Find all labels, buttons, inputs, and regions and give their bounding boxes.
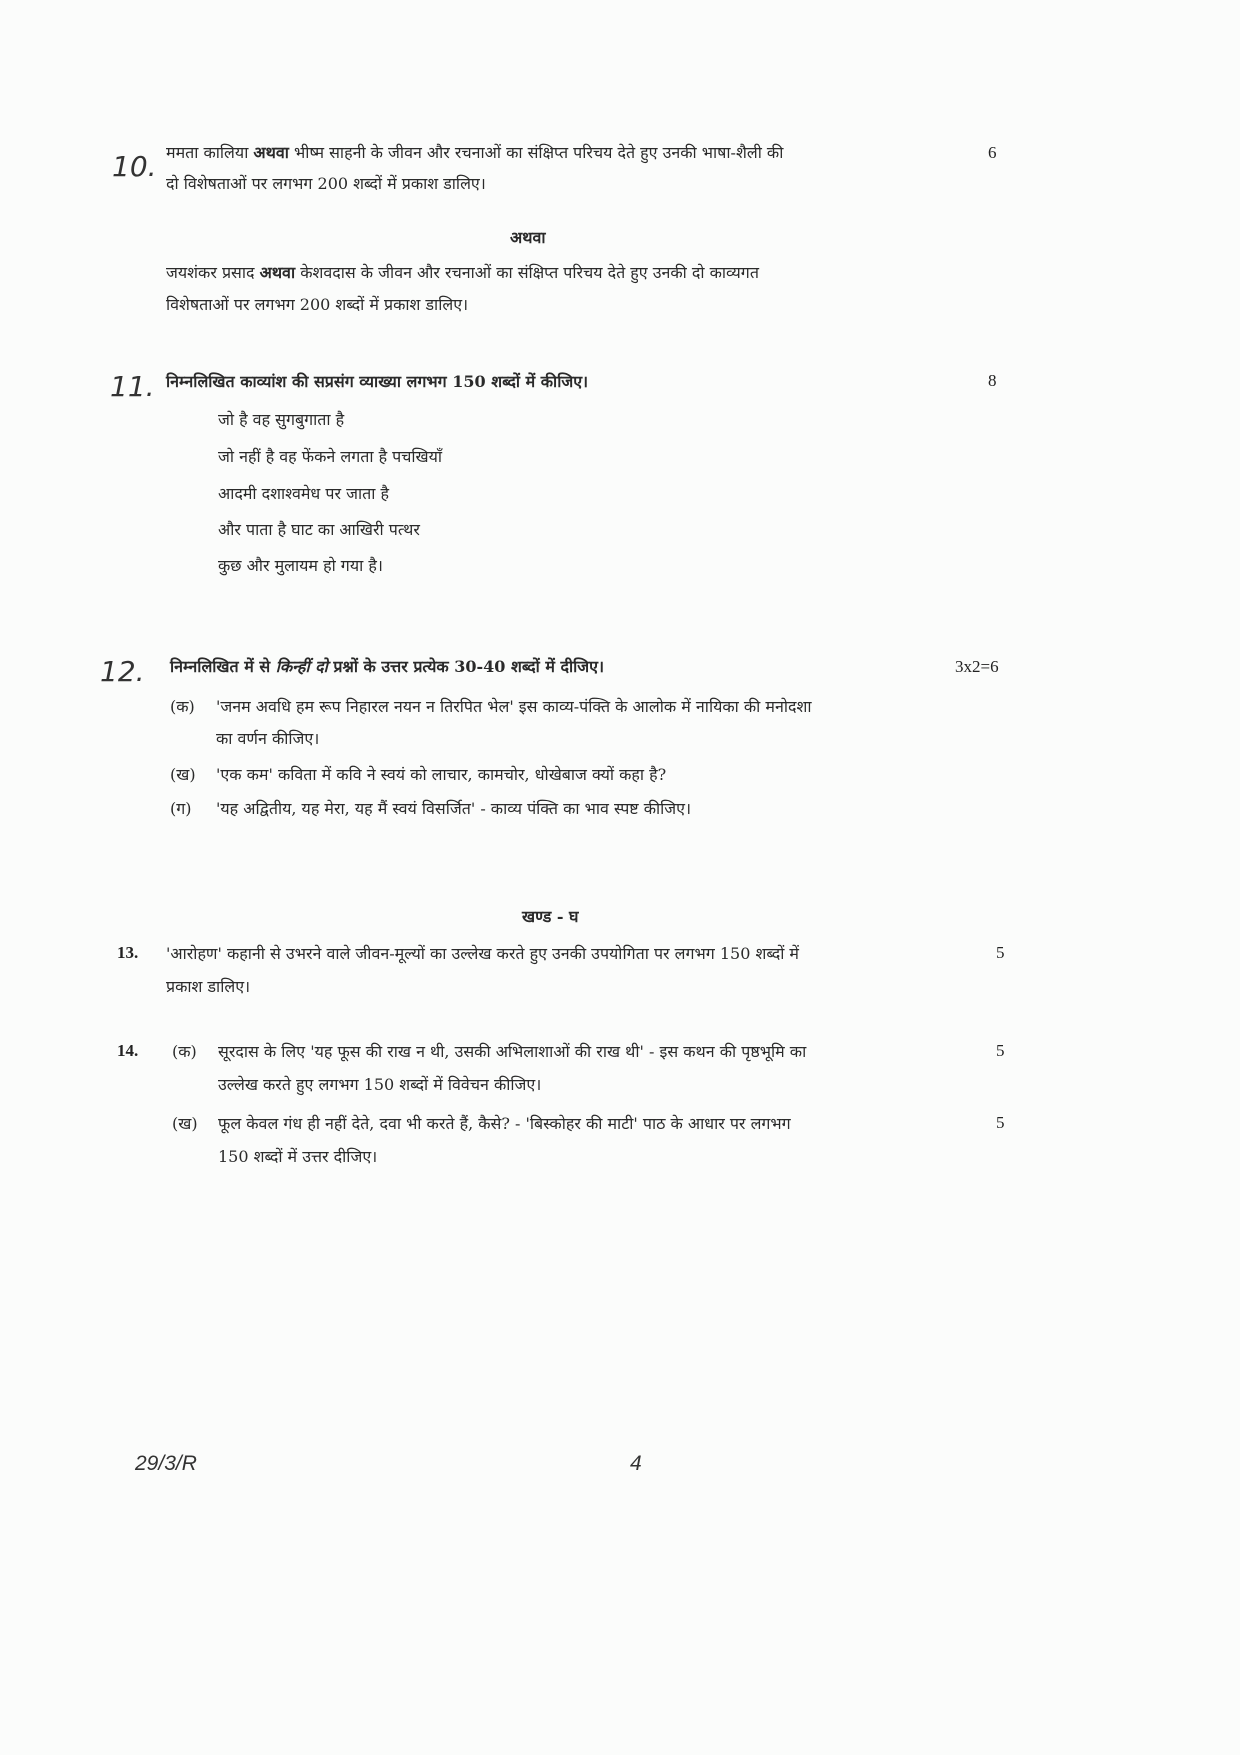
- sub-label: (क): [170, 697, 195, 716]
- question-text-line: विशेषताओं पर लगभग 200 शब्दों में प्रकाश डालिए।: [166, 295, 469, 314]
- text: प्रश्नों के उत्तर प्रत्येक 30-40 शब्दों में दीजिए।: [327, 657, 605, 676]
- section-heading: खण्ड - घ: [522, 907, 579, 926]
- text: सूरदास के लिए 'यह फूस की राख न थी, उसकी अभिलाशाओं की राख थी' - इस कथन की पृष्ठभूमि का: [218, 1042, 807, 1061]
- marks: 5: [996, 1041, 1005, 1060]
- question-text-line: [166, 136, 783, 169]
- poem-line: कुछ और मुलायम हो गया है।: [218, 556, 383, 575]
- marks: 8: [988, 371, 997, 390]
- text: 'एक कम' कविता में कवि ने स्वयं को लाचार, कामचोर, धोखेबाज क्यों कहा है?: [216, 765, 667, 784]
- text: 'यह अद्वितीय, यह मेरा, यह मैं स्वयं विसर्जित' - काव्य पंक्ति का भाव स्पष्ट कीजिए।: [216, 799, 692, 818]
- sub-question: [172, 1035, 806, 1068]
- question-text-line: [166, 256, 759, 289]
- or-emphasis: अथवा: [253, 143, 289, 162]
- question-number: 11.: [110, 370, 155, 403]
- marks: 3x2=6: [955, 657, 999, 676]
- question-number: 13.: [117, 943, 139, 962]
- sub-label: (क): [172, 1042, 197, 1061]
- sub-label: (ख): [172, 1114, 198, 1133]
- question-prompt: निम्नलिखित काव्यांश की सप्रसंग व्याख्या लगभग 150 शब्दों में कीजिए।: [166, 372, 589, 391]
- or-emphasis: अथवा: [259, 263, 296, 282]
- text: फूल केवल गंध ही नहीं देते, दवा भी करते हैं, कैसे? - 'बिस्कोहर की माटी' पाठ के आधार पर लगभग: [218, 1114, 791, 1133]
- poem-line: जो है वह सुगबुगाता है: [218, 410, 345, 429]
- marks: 5: [996, 1113, 1005, 1132]
- question-number: 10.: [112, 150, 157, 183]
- question-text-line: 'आरोहण' कहानी से उभरने वाले जीवन-मूल्यों का उल्लेख करते हुए उनकी उपयोगिता पर लगभग 150 शब्दों में: [166, 944, 799, 963]
- marks: 6: [988, 143, 997, 162]
- sub-question: [170, 792, 691, 825]
- question-text-line: प्रकाश डालिए।: [166, 977, 251, 996]
- sub-question: [172, 1107, 791, 1140]
- sub-question: [170, 758, 666, 791]
- poem-line: और पाता है घाट का आखिरी पत्थर: [218, 520, 420, 539]
- sub-question-cont: उल्लेख करते हुए लगभग 150 शब्दों में विवेचन कीजिए।: [218, 1075, 542, 1094]
- sub-question: [170, 690, 812, 723]
- text: जयशंकर प्रसाद: [166, 263, 260, 282]
- text: भीष्म साहनी के जीवन और रचनाओं का संक्षिप्त परिचय देते हुए उनकी भाषा-शैली की: [288, 143, 784, 162]
- paper-code: 29/3/R: [135, 1452, 197, 1475]
- question-number: 12.: [100, 655, 145, 688]
- or-separator: अथवा: [510, 228, 546, 247]
- sub-question-cont: 150 शब्दों में उत्तर दीजिए।: [218, 1147, 378, 1166]
- poem-line: जो नहीं है वह फेंकने लगता है पचखियाँ: [218, 447, 443, 466]
- text: केशवदास के जीवन और रचनाओं का संक्षिप्त परिचय देते हुए उनकी दो काव्यगत: [295, 263, 759, 282]
- emphasis: किन्हीं दो: [275, 657, 328, 676]
- text: ममता कालिया: [166, 143, 254, 162]
- poem-line: आदमी दशाश्वमेध पर जाता है: [218, 484, 389, 503]
- marks: 5: [996, 943, 1005, 962]
- sub-label: (ग): [170, 799, 192, 818]
- sub-label: (ख): [170, 765, 196, 784]
- text: निम्नलिखित में से: [170, 657, 276, 676]
- question-text-line: दो विशेषताओं पर लगभग 200 शब्दों में प्रकाश डालिए।: [166, 174, 486, 193]
- text: 'जनम अवधि हम रूप निहारल नयन न तिरपित भेल' इस काव्य-पंक्ति के आलोक में नायिका की मनोदशा: [216, 697, 812, 716]
- sub-question-cont: का वर्णन कीजिए।: [216, 729, 320, 748]
- question-prompt: [170, 650, 604, 683]
- question-number: 14.: [117, 1041, 139, 1060]
- page-number: 4: [630, 1452, 642, 1475]
